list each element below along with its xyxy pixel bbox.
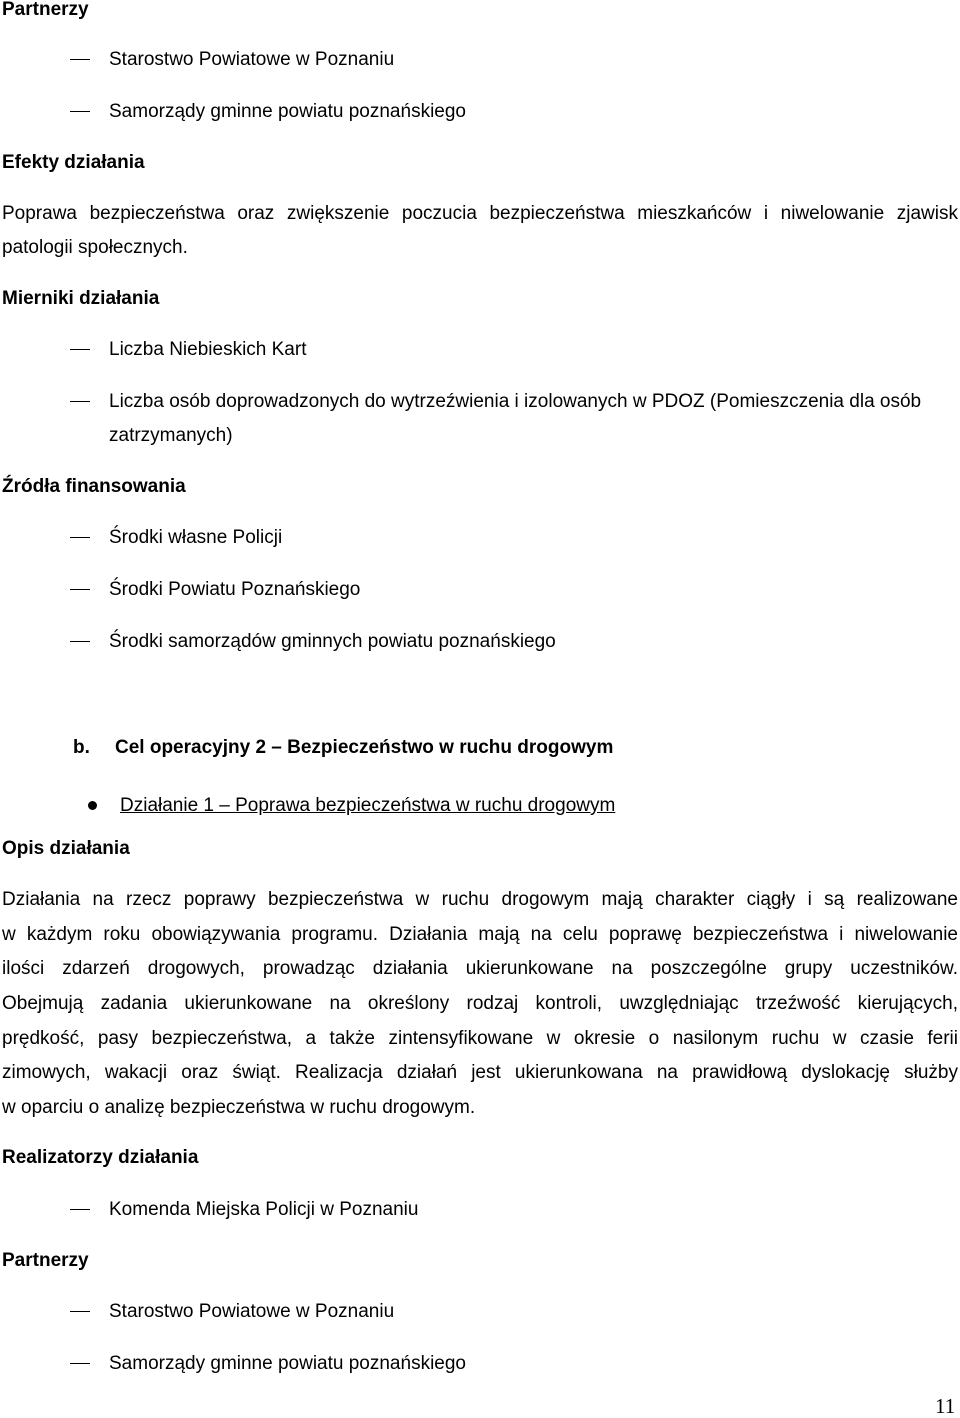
- description-line: prędkość, pasy bezpieczeństwa, a także zintensyfikowane w okresie o nasilonym ruchu w czasie ferii: [2, 1028, 958, 1049]
- description-heading: Opis działania: [2, 838, 130, 859]
- description-line: w każdym roku obowiązywania programu. Działania mają na celu poprawę bezpieczeństwa i niwelowanie: [2, 924, 958, 945]
- dash-icon: [70, 641, 90, 642]
- page-number: 11: [935, 1394, 956, 1418]
- list-item: Samorządy gminne powiatu poznańskiego: [109, 1353, 466, 1374]
- partners-heading: Partnerzy: [2, 0, 89, 20]
- description-line: Obejmują zadania ukierunkowane na określony rodzaj kontroli, uwzględniając trzeźwość kierujących,: [2, 993, 958, 1014]
- description-line: w oparciu o analizę bezpieczeństwa w ruchu drogowym.: [2, 1097, 476, 1118]
- list-item: Środki samorządów gminnych powiatu poznańskiego: [109, 631, 556, 652]
- objective-letter: b.: [73, 737, 90, 758]
- effects-text-line: patologii społecznych.: [2, 237, 188, 258]
- description-line: Działania na rzecz poprawy bezpieczeństwa w ruchu drogowym mają charakter ciągły i są realizowane: [2, 889, 958, 910]
- dash-icon: [70, 589, 90, 590]
- list-item: Samorządy gminne powiatu poznańskiego: [109, 101, 466, 122]
- dash-icon: [70, 1363, 90, 1364]
- effects-text-line: Poprawa bezpieczeństwa oraz zwiększenie poczucia bezpieczeństwa mieszkańców i niwelowanie zjawisk: [2, 203, 958, 224]
- list-item: Starostwo Powiatowe w Poznaniu: [109, 1301, 395, 1322]
- partners-heading: Partnerzy: [2, 1250, 89, 1271]
- list-item: Starostwo Powiatowe w Poznaniu: [109, 49, 395, 70]
- objective-title: Cel operacyjny 2 – Bezpieczeństwo w ruchu drogowym: [115, 737, 614, 758]
- measures-heading: Mierniki działania: [2, 288, 160, 309]
- description-line: zimowych, wakacji oraz świąt. Realizacja działań jest ukierunkowana na prawidłową dyslokację służby: [2, 1062, 958, 1083]
- list-item: Liczba osób doprowadzonych do wytrzeźwienia i izolowanych w PDOZ (Pomieszczenia dla osób: [109, 391, 922, 412]
- dash-icon: [70, 111, 90, 112]
- dash-icon: [70, 1311, 90, 1312]
- effects-heading: Efekty działania: [2, 152, 145, 173]
- list-item: Komenda Miejska Policji w Poznaniu: [109, 1199, 419, 1220]
- dash-icon: [70, 59, 90, 60]
- list-item: Środki Powiatu Poznańskiego: [109, 579, 361, 600]
- dash-icon: [70, 1209, 90, 1210]
- dash-icon: [70, 537, 90, 538]
- dash-icon: [70, 349, 90, 350]
- list-item: Środki własne Policji: [109, 527, 283, 548]
- list-item-continuation: zatrzymanych): [109, 425, 233, 446]
- description-line: ilości zdarzeń drogowych, prowadząc działania ukierunkowane na poszczególne grupy uczestników.: [2, 958, 958, 979]
- funding-heading: Źródła finansowania: [2, 476, 186, 497]
- bullet-icon: [88, 801, 97, 810]
- list-item: Liczba Niebieskich Kart: [109, 339, 307, 360]
- executors-heading: Realizatorzy działania: [2, 1147, 199, 1168]
- action-title: Działanie 1 – Poprawa bezpieczeństwa w ruchu drogowym: [120, 795, 616, 816]
- dash-icon: [70, 401, 90, 402]
